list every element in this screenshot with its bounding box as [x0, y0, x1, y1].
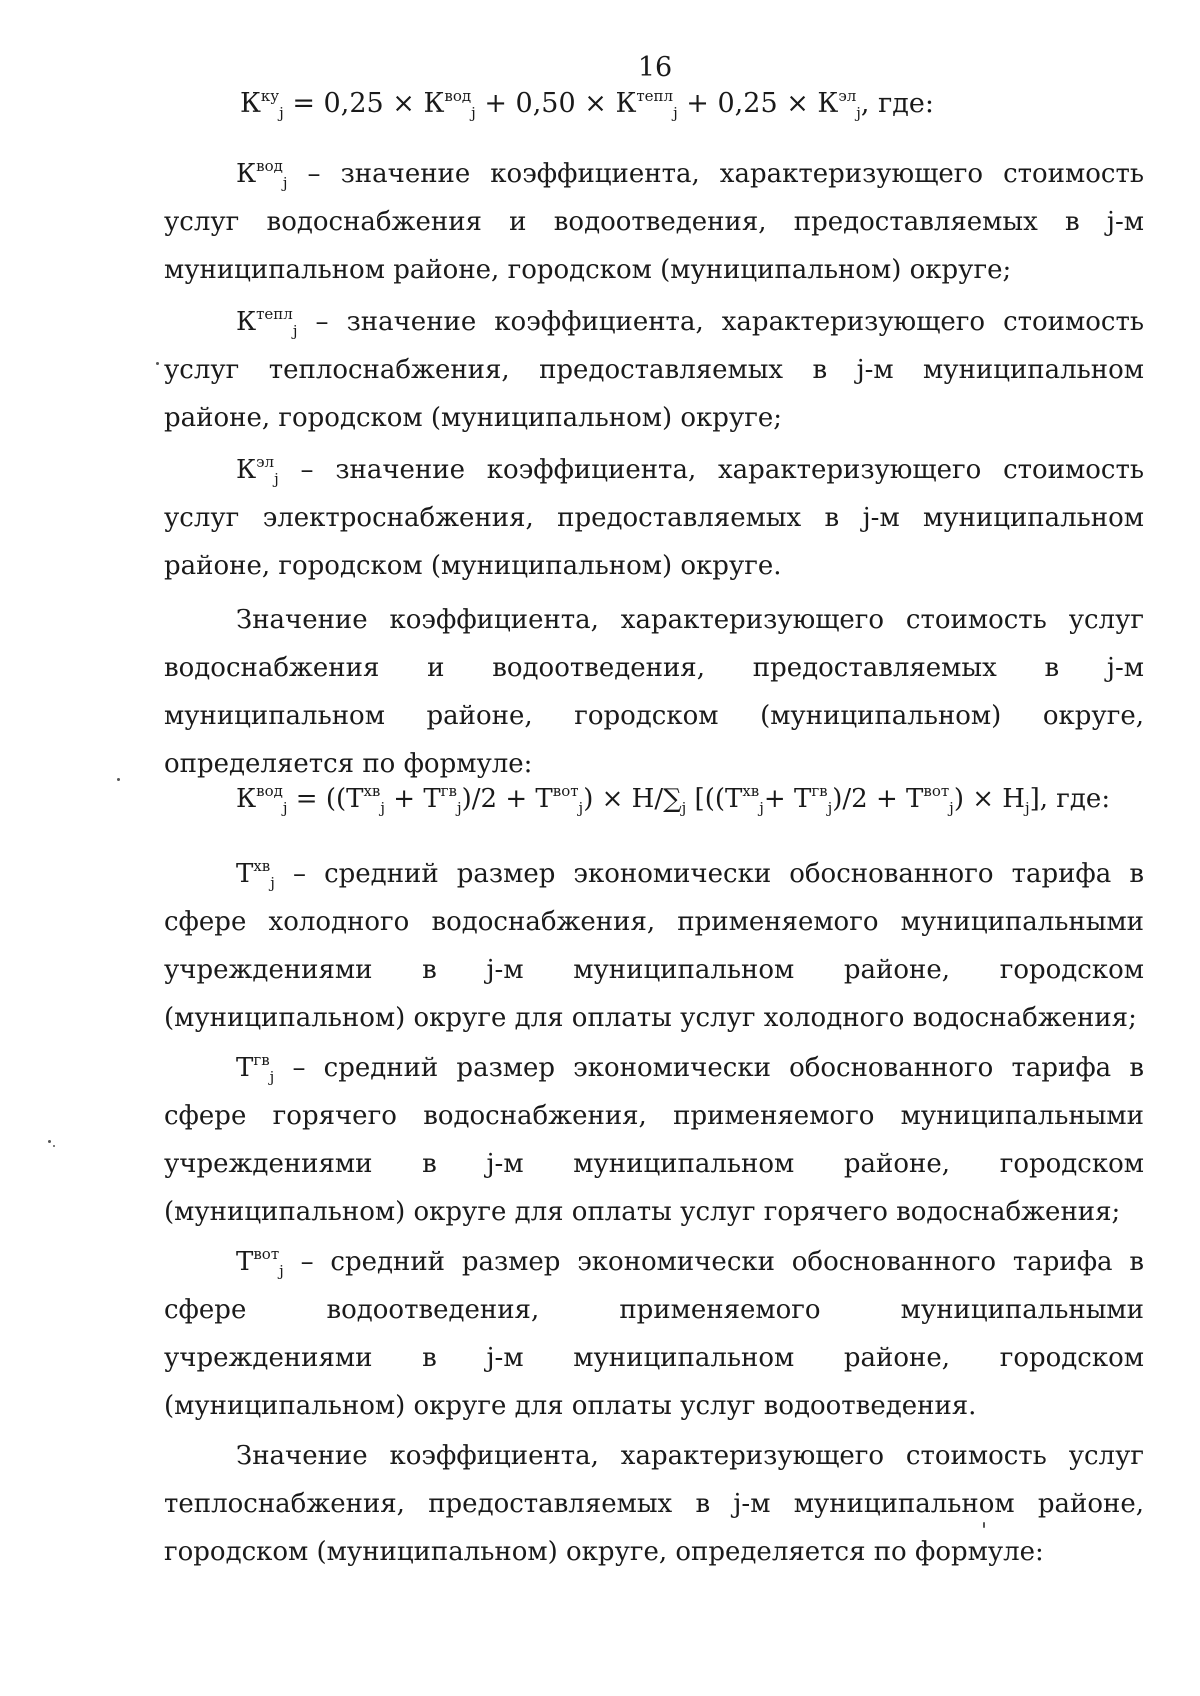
definition-superscript: хв — [253, 857, 271, 875]
definition-symbol: К — [236, 455, 257, 485]
definition-text: – средний размер экономически обоснованного тарифа в сфере водоотведения, применяемого муниципальными учреждениями в j-м муниципальном районе, городском (муниципальном) округе для оплаты услуг водоотведения. — [164, 1247, 1153, 1421]
formula-subscript: j — [949, 799, 954, 817]
formula-superscript: гв — [440, 782, 457, 800]
definition-symbol: К — [236, 307, 257, 337]
definition-superscript: вот — [253, 1245, 280, 1263]
formula-text: ) × Н/∑ — [583, 784, 682, 814]
formula-text: ) × Н — [953, 784, 1025, 814]
formula-text: )/2 + Т — [461, 784, 553, 814]
formula-superscript: хв — [742, 782, 760, 800]
scan-speck — [53, 1145, 55, 1147]
definition-subscript: j — [279, 1262, 284, 1280]
definition-text: – значение коэффициента, характеризующего стоимость услуг водоснабжения и водоотведения, предоставляемых в j-м муниципальном районе, городском (муниципальном) округе; — [164, 159, 1153, 285]
definition-superscript: гв — [253, 1051, 270, 1069]
formula-text: + Т — [385, 784, 441, 814]
paragraph-heat-coefficient: Значение коэффициента, характеризующего стоимость услуг теплоснабжения, предоставляемых в j-м муниципальном районе, городском (муниципальном) округе, определяется по формуле: — [164, 1441, 1144, 1567]
definition-symbol: Т — [236, 1247, 254, 1277]
definition-symbol: Т — [236, 859, 254, 889]
formula-subscript: j — [759, 799, 764, 817]
definition-subscript: j — [269, 1068, 275, 1086]
formula-text: + 0,50 × — [475, 88, 616, 119]
formula-superscript: хв — [363, 782, 381, 800]
formula-subscript: j — [827, 799, 833, 817]
definition-subscript: j — [270, 874, 275, 892]
scan-speck — [48, 1140, 51, 1143]
formula-text: [((Т — [686, 784, 743, 814]
definition-t-gv — [164, 1044, 1153, 1236]
formula-subscript: j — [673, 104, 678, 122]
formula-subscript: j — [471, 104, 476, 122]
definition-text: – значение коэффициента, характеризующего стоимость услуг теплоснабжения, предоставляемых в j-м муниципальном районе, городском (муниципальном) округе; — [164, 307, 1153, 433]
formula-superscript: тепл — [636, 87, 674, 105]
formula-text: )/2 + Т — [832, 784, 924, 814]
definition-superscript: вод — [256, 157, 283, 175]
scan-speck — [156, 362, 159, 365]
formula-superscript: вод — [256, 782, 283, 800]
formula-symbol: К — [240, 88, 261, 119]
page-number: 16 — [637, 52, 673, 83]
definition-t-vot — [164, 1238, 1153, 1430]
definition-text: – значение коэффициента, характеризующего стоимость услуг электроснабжения, предоставляемых в j-м муниципальном районе, городском (муниципальном) округе. — [164, 455, 1153, 581]
formula-subscript: j — [681, 799, 687, 817]
formula-superscript: вод — [444, 87, 472, 105]
formula-text: , где: — [860, 88, 934, 119]
formula-symbol: К — [615, 88, 637, 119]
formula-subscript: j — [282, 799, 288, 817]
formula-symbol: К — [817, 88, 839, 119]
formula-symbol: К — [423, 88, 445, 119]
formula-superscript: вот — [552, 782, 579, 800]
formula-subscript: j — [380, 799, 386, 817]
formula-k-vod — [236, 782, 1111, 817]
formula-k-ku — [240, 87, 934, 122]
definition-text: – средний размер экономически обоснованного тарифа в сфере горячего водоснабжения, применяемого муниципальными учреждениями в j-м муниципальном районе, городском (муниципальном) округе для оплаты услуг горячего водоснабжения; — [164, 1053, 1153, 1227]
formula-text: + Т — [763, 784, 812, 814]
definition-superscript: тепл — [256, 305, 293, 323]
definition-symbol: Т — [236, 1053, 254, 1083]
formula-symbol: К — [236, 784, 257, 814]
definition-superscript: эл — [256, 453, 275, 471]
formula-text: + 0,25 × — [677, 88, 818, 119]
formula-text: = 0,25 × — [283, 88, 424, 119]
formula-subscript: j — [578, 799, 584, 817]
formula-text: = ((Т — [287, 784, 364, 814]
formula-subscript: j — [1024, 799, 1030, 817]
definition-subscript: j — [292, 322, 298, 340]
formula-superscript: эл — [838, 87, 857, 105]
scan-speck — [117, 778, 120, 781]
definition-subscript: j — [274, 470, 279, 488]
definition-k-vod — [164, 150, 1153, 294]
formula-superscript: гв — [811, 782, 828, 800]
definition-t-hv — [164, 850, 1153, 1042]
definition-k-tepl — [164, 298, 1153, 442]
definition-text: – средний размер экономически обоснованного тарифа в сфере холодного водоснабжения, применяемого муниципальными учреждениями в j-м муниципальном районе, городском (муниципальном) округе для оплаты услуг холодного водоснабжения; — [164, 859, 1153, 1033]
scan-speck — [983, 1522, 985, 1528]
paragraph-water-coefficient: Значение коэффициента, характеризующего стоимость услуг водоснабжения и водоотведения, предоставляемых в j-м муниципальном районе, городском (муниципальном) округе, определяется по формуле: — [164, 605, 1144, 779]
formula-subscript: j — [456, 799, 462, 817]
definition-symbol: К — [236, 159, 257, 189]
formula-subscript: j — [856, 104, 861, 122]
formula-superscript: вот — [923, 782, 950, 800]
definition-subscript: j — [282, 174, 288, 192]
formula-superscript: ку — [260, 87, 280, 105]
formula-subscript: j — [279, 104, 284, 122]
formula-text: ], где: — [1029, 784, 1111, 814]
definition-k-el — [164, 446, 1153, 590]
